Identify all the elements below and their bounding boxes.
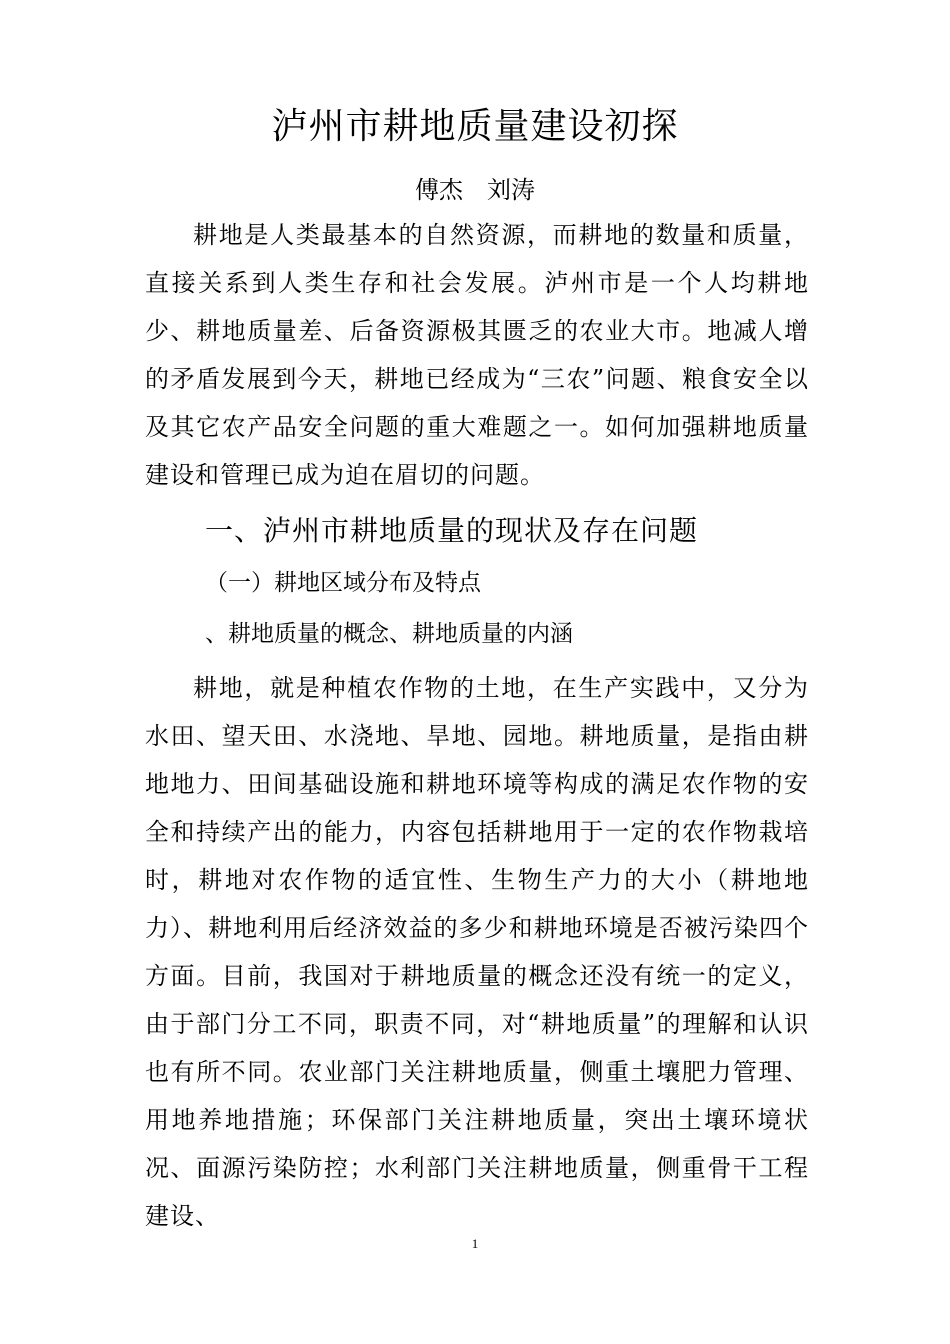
document-title: 泸州市耕地质量建设初探 [271, 106, 679, 147]
section-heading: 一、泸州市耕地质量的现状及存在问题 [205, 514, 699, 547]
body-paragraph: 耕地，就是种植农作物的土地，在生产实践中，又分为水田、望天田、水浇地、旱地、园地。耕地质量，是指由耕地地力、田间基础设施和耕地环境等构成的满足农作物的安全和持续产出的能力，内容包括耕地用于一定的农作物栽培时，耕地对农作物的适宜性、生物生产力的大小（耕地地力）、耕地利用后经济效益的多少和耕地环境是否被污染四个方面。目前，我国对于耕地质量的概念还没有统一的定义，由于部门分工不同，职责不同，对“耕地质量”的理解和认识也有所不同。农业部门关注耕地质量，侧重土壤肥力管理、用地养地措施；环保部门关注耕地质量，突出土壤环境状况、面源污染防控；水利部门关注耕地质量，侧重骨干工程建设、 [145, 674, 809, 1230]
document-authors: 傅杰 刘涛 [415, 176, 535, 204]
intro-paragraph: 耕地是人类最基本的自然资源，而耕地的数量和质量，直接关系到人类生存和社会发展。泸州市是一个人均耕地少、耕地质量差、后备资源极其匮乏的农业大市。地减人增的矛盾发展到今天，耕地已经成为“三农”问题、粮食安全以及其它农产品安全问题的重大难题之一。如何加强耕地质量建设和管理已成为迫在眉切的问题。 [145, 221, 809, 489]
page-number: 1 [471, 1236, 479, 1251]
sub-subsection-heading: 、耕地质量的概念、耕地质量的内涵 [205, 621, 573, 647]
subsection-heading: （一）耕地区域分布及特点 [205, 570, 481, 596]
